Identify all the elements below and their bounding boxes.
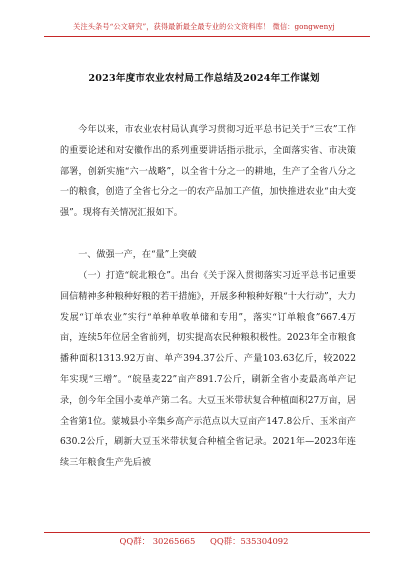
- promo-banner[interactable]: 关注头条号“公文研究”，获得最新最全最专业的公文资料库！ 微信：gongwenyj: [73, 22, 335, 31]
- qq-group-1[interactable]: QQ群： 30265665: [119, 536, 196, 546]
- footer-divider: [44, 532, 370, 533]
- document-title: 2023年度市农业农村局工作总结及2024年工作谋划: [88, 73, 320, 84]
- intro-paragraph: 今年以来，市农业农村局认真学习贯彻习近平总书记关于“三农”工作的重要论述和对安徽作出的系列重要讲话指示批示，全面落实省、市决策部署，创新实施“六一战略”，以全省十分之一的耕地，生产了全省八分之一的粮食，创造了全省七分之一的农产品加工产值，加快推进农业“由大变强”。现将有关情况汇报如下。: [60, 125, 356, 219]
- body-paragraph: （一）打造“皖北粮仓”。出台《关于深入贯彻落实习近平总书记重要回信精神多种粮种好粮的若干措施》，开展多种粮种好粮“十大行动”，大力发展“订单农业”实行“单种单收单储和专用”，落实“订单粮食”667.4万亩，连续5年位居全省前列，切实提高农民种粮积极性。2023年全市粮食播种面积1313.92万亩、单产394.37公斤、产量103.63亿斤，较2022年实现“三增”。“皖垦麦22”亩产891.7公斤，刷新全省小麦最高单产记录，创今年全国小麦单产第二名。大豆玉米带状复合种植面积27万亩，居全省第1位。蒙城县小辛集乡高产示范点以大豆亩产147.8公斤、玉米亩产630.2公斤，刷新大豆玉米带状复合种植全省记录。2021年—2023年连续三年粮食生产先后被: [60, 271, 356, 469]
- footer: [0, 535, 408, 547]
- banner-divider: [44, 36, 370, 37]
- section-heading: 一、做强一产，在“量”上突破: [78, 250, 197, 260]
- qq-group-2[interactable]: QQ群：535304092: [210, 536, 289, 546]
